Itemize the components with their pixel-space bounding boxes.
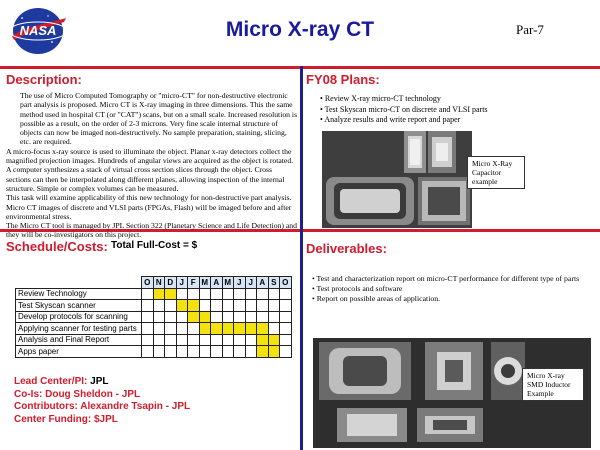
gantt-cell bbox=[142, 323, 154, 335]
gantt-cell bbox=[268, 334, 280, 346]
gantt-cell bbox=[142, 300, 154, 312]
gantt-cell bbox=[153, 311, 165, 323]
gantt-cell bbox=[245, 288, 257, 300]
month-cell: F bbox=[188, 277, 200, 289]
list-item: • Test protocols and software bbox=[312, 284, 594, 294]
task-label: Analysis and Final Report bbox=[16, 334, 142, 346]
gantt-cell bbox=[234, 288, 246, 300]
capacitor-caption: Micro X-Ray Capacitor example bbox=[467, 156, 525, 189]
gantt-cell bbox=[165, 323, 177, 335]
gantt-cell bbox=[222, 300, 234, 312]
gantt-cell bbox=[176, 323, 188, 335]
month-cell: A bbox=[257, 277, 269, 289]
gantt-cell bbox=[280, 288, 292, 300]
description-paragraph: The use of Micro Computed Tomography or "micro-CT" for non-destructive electronic part analysis is proposed. Micro CT is X-ray imaging in three dimensions. This the same method used in hospital CT (or "CAT") scans, but on a small scale. Increased resolution is possible as a result, on the order of 2-3 microns. Very fine scale internal structure of objects can now be imaged non-destructively. No sample preparation, staining, slicing, etc. are required. bbox=[20, 91, 298, 147]
gantt-row bbox=[16, 334, 292, 346]
nasa-logo-text: NASA bbox=[19, 23, 57, 38]
deliverables-heading: Deliverables: bbox=[306, 241, 387, 256]
month-cell: A bbox=[211, 277, 223, 289]
gantt-cell bbox=[280, 323, 292, 335]
task-label: Applying scanner for testing parts bbox=[16, 323, 142, 335]
gantt-row bbox=[16, 323, 292, 335]
gantt-cell bbox=[211, 288, 223, 300]
gantt-cell bbox=[268, 346, 280, 358]
column-divider-top bbox=[300, 66, 303, 229]
gantt-cell bbox=[142, 288, 154, 300]
gantt-cell bbox=[222, 346, 234, 358]
month-cell: D bbox=[165, 277, 177, 289]
gantt-cell bbox=[211, 300, 223, 312]
lead-center-label: Lead Center/PI: bbox=[14, 376, 91, 387]
gantt-cell bbox=[257, 300, 269, 312]
description-paragraph: A micro-focus x-ray source is used to illuminate the object. Planar x-ray detectors collect the magnified projection images. Hundreds of angular views are acquired as the object is rotated. A computer synthesizes a stack of virtual cross section slices through the object. Cross sections can then be interpolated along different planes, allowing inspection of the internal structure. Simple or complex volumes can be measured. bbox=[6, 146, 294, 193]
month-cell: J bbox=[234, 277, 246, 289]
task-label: Review Technology bbox=[16, 288, 142, 300]
month-cell: S bbox=[268, 277, 280, 289]
list-item: • Test Skyscan micro-CT on discrete and VLSI parts bbox=[320, 105, 590, 116]
gantt-cell bbox=[268, 288, 280, 300]
task-label: Apps paper bbox=[16, 346, 142, 358]
gantt-cell bbox=[245, 311, 257, 323]
gantt-cell bbox=[188, 311, 200, 323]
gantt-cell bbox=[280, 300, 292, 312]
description-body bbox=[6, 91, 298, 240]
gantt-cell bbox=[165, 300, 177, 312]
fy08-plans-list bbox=[320, 94, 590, 126]
gantt-cell bbox=[280, 334, 292, 346]
gantt-cell bbox=[222, 334, 234, 346]
month-cell: J bbox=[176, 277, 188, 289]
page-title: Micro X-ray CT bbox=[225, 18, 375, 41]
gantt-cell bbox=[199, 323, 211, 335]
center-funding: Center Funding: $JPL bbox=[14, 413, 118, 425]
inductor-caption: Micro X-ray SMD Inductor Example bbox=[522, 368, 584, 401]
month-cell: M bbox=[222, 277, 234, 289]
gantt-cell bbox=[142, 334, 154, 346]
gantt-cell bbox=[268, 300, 280, 312]
gantt-cell bbox=[142, 346, 154, 358]
gantt-cell bbox=[199, 300, 211, 312]
project-people bbox=[14, 376, 190, 426]
gantt-cell bbox=[245, 334, 257, 346]
gantt-cell bbox=[245, 300, 257, 312]
gantt-cell bbox=[176, 300, 188, 312]
description-paragraph: The Micro CT tool is managed by JPL Section 322 (Planetary Science and Life Detection) and they will be co-investigators on this project. bbox=[6, 221, 297, 240]
gantt-cell bbox=[176, 288, 188, 300]
gantt-cell bbox=[211, 323, 223, 335]
gantt-cell bbox=[268, 311, 280, 323]
gantt-cell bbox=[176, 311, 188, 323]
gantt-cell bbox=[234, 300, 246, 312]
list-item: • Review X-ray micro-CT technology bbox=[320, 94, 590, 105]
gantt-cell bbox=[234, 323, 246, 335]
column-divider-bottom bbox=[300, 229, 303, 450]
gantt-cell bbox=[222, 323, 234, 335]
month-cell: M bbox=[199, 277, 211, 289]
gantt-cell bbox=[176, 334, 188, 346]
gantt-header-row bbox=[16, 277, 292, 289]
gantt-cell bbox=[165, 288, 177, 300]
gantt-row bbox=[16, 311, 292, 323]
description-paragraph: This task will examine applicability of this new technology for non-destructive part analysis. Micro CT images of discrete and VLSI parts (FPGAs, Flash) will be imaged before and after environmental stress. bbox=[6, 193, 292, 221]
gantt-cell bbox=[257, 334, 269, 346]
gantt-cell bbox=[153, 300, 165, 312]
capacitor-xray-image bbox=[322, 131, 472, 228]
gantt-cell bbox=[199, 334, 211, 346]
gantt-cell bbox=[165, 334, 177, 346]
gantt-row bbox=[16, 288, 292, 300]
schedule-heading: Schedule/Costs: bbox=[6, 239, 108, 254]
month-cell: O bbox=[142, 277, 154, 289]
gantt-cell bbox=[199, 346, 211, 358]
co-investigators: Co-Is: Doug Sheldon - JPL bbox=[14, 388, 141, 400]
gantt-cell bbox=[188, 334, 200, 346]
list-item: • Analyze results and write report and paper bbox=[320, 115, 590, 126]
gantt-cell bbox=[188, 300, 200, 312]
page-number: Par-7 bbox=[516, 22, 544, 37]
month-cell: O bbox=[280, 277, 292, 289]
contributors: Contributors: Alexandre Tsapin - JPL bbox=[14, 401, 191, 412]
total-cost: Total Full-Cost = $ bbox=[111, 240, 198, 251]
gantt-row bbox=[16, 300, 292, 312]
gantt-cell bbox=[245, 323, 257, 335]
lead-center-value: JPL bbox=[90, 376, 109, 387]
gantt-cell bbox=[176, 346, 188, 358]
task-label: Develop protocols for scanning bbox=[16, 311, 142, 323]
gantt-cell bbox=[245, 346, 257, 358]
gantt-cell bbox=[222, 288, 234, 300]
gantt-cell bbox=[188, 323, 200, 335]
month-cell: J bbox=[245, 277, 257, 289]
gantt-cell bbox=[234, 334, 246, 346]
month-cell: N bbox=[153, 277, 165, 289]
gantt-cell bbox=[153, 334, 165, 346]
gantt-cell bbox=[280, 311, 292, 323]
gantt-cell bbox=[188, 288, 200, 300]
gantt-cell bbox=[142, 311, 154, 323]
gantt-cell bbox=[165, 311, 177, 323]
gantt-cell bbox=[165, 346, 177, 358]
fy08-plans-heading: FY08 Plans: bbox=[306, 72, 380, 87]
gantt-cell bbox=[257, 346, 269, 358]
gantt-cell bbox=[153, 288, 165, 300]
gantt-cell bbox=[153, 323, 165, 335]
list-item: • Report on possible areas of application. bbox=[312, 294, 594, 304]
gantt-cell bbox=[257, 311, 269, 323]
description-heading: Description: bbox=[6, 72, 82, 87]
gantt-cell bbox=[211, 311, 223, 323]
gantt-cell bbox=[257, 288, 269, 300]
gantt-cell bbox=[188, 346, 200, 358]
gantt-cell bbox=[199, 288, 211, 300]
deliverables-list bbox=[312, 274, 594, 304]
gantt-cell bbox=[268, 323, 280, 335]
schedule-gantt-table bbox=[15, 276, 292, 358]
gantt-cell bbox=[153, 346, 165, 358]
gantt-cell bbox=[234, 311, 246, 323]
gantt-cell bbox=[211, 334, 223, 346]
gantt-cell bbox=[199, 311, 211, 323]
gantt-cell bbox=[222, 311, 234, 323]
gantt-cell bbox=[257, 323, 269, 335]
gantt-corner bbox=[16, 277, 142, 289]
gantt-row bbox=[16, 346, 292, 358]
list-item: • Test and characterization report on micro-CT performance for different type of parts bbox=[312, 274, 594, 284]
gantt-cell bbox=[280, 346, 292, 358]
gantt-cell bbox=[211, 346, 223, 358]
gantt-cell bbox=[234, 346, 246, 358]
lead-center bbox=[14, 376, 190, 389]
task-label: Test Skyscan scanner bbox=[16, 300, 142, 312]
